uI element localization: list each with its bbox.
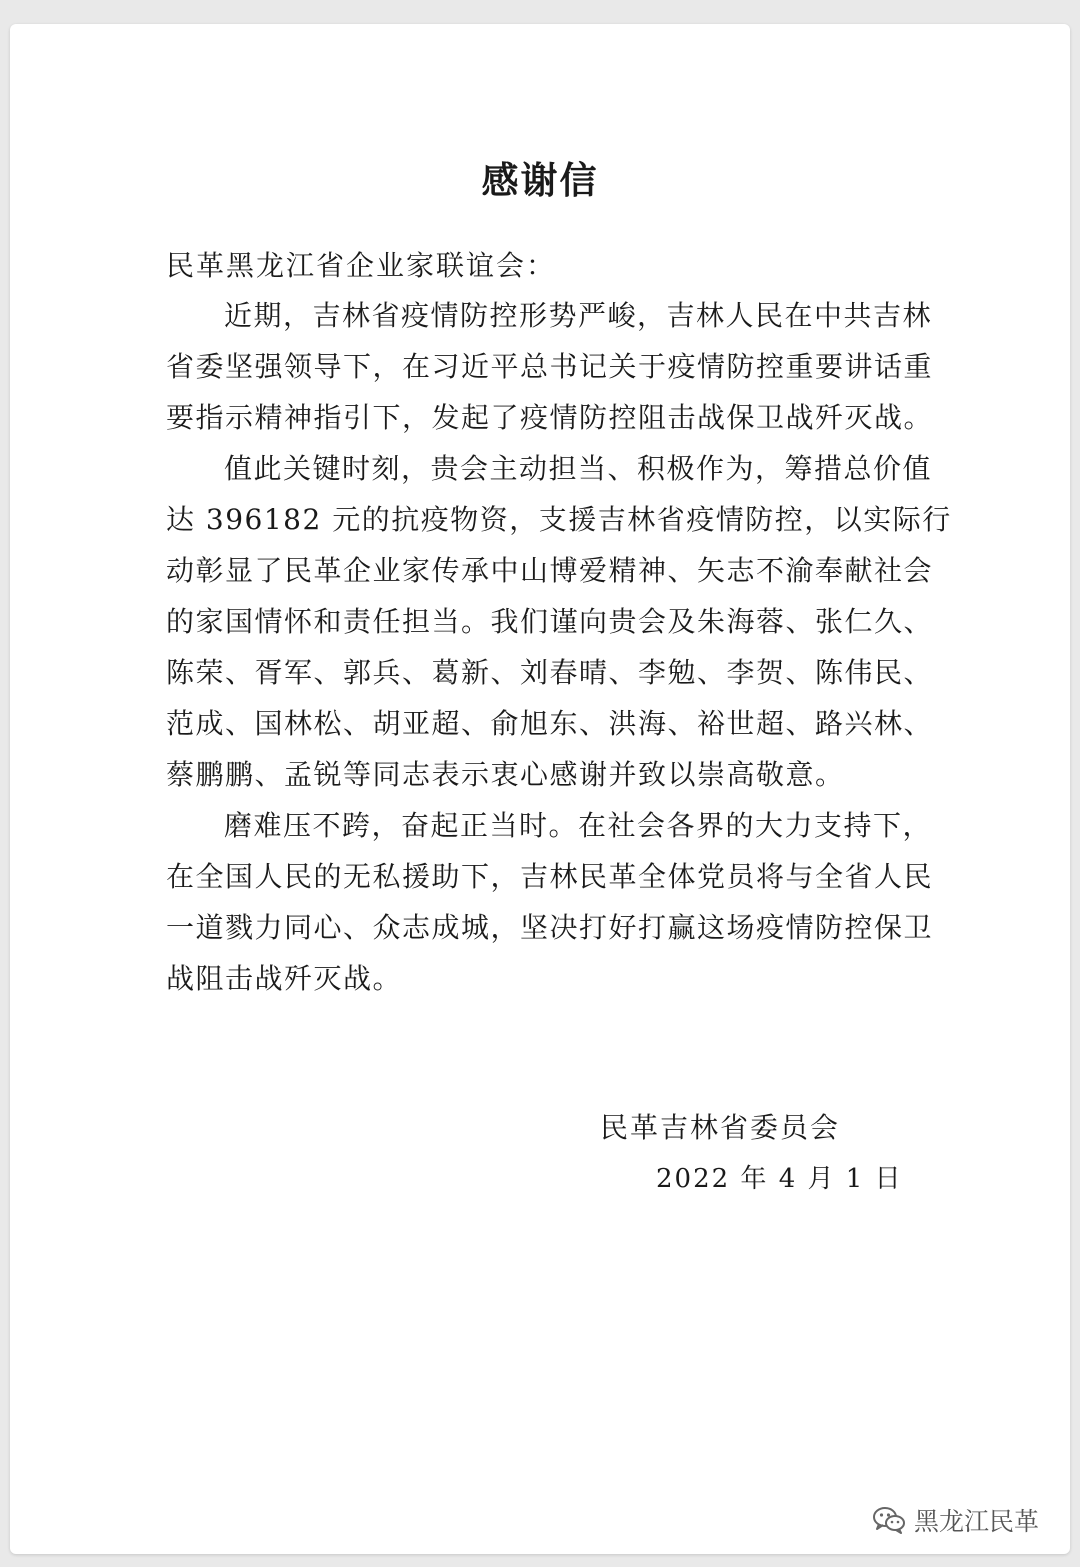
paragraph-3 xyxy=(166,800,934,1004)
paragraph-line: 蔡鹏鹏、孟锐等同志表示衷心感谢并致以崇高敬意。 xyxy=(166,758,845,791)
paragraph-line: 战阻击战歼灭战。 xyxy=(166,962,403,995)
paragraph-line: 一道戮力同心、众志成城，坚决打好打赢这场疫情防控保卫 xyxy=(166,911,934,944)
paragraph-line: 陈荣、胥军、郭兵、葛新、刘春晴、李勉、李贺、陈伟民、 xyxy=(166,656,934,689)
paragraph-line: 要指示精神指引下，发起了疫情防控阻击战保卫战歼灭战。 xyxy=(166,401,934,434)
signature-date: 2022 年 4 月 1 日 xyxy=(656,1164,903,1194)
paragraph-line: 磨难压不跨，奋起正当时。在社会各界的大力支持下， xyxy=(224,809,933,842)
paragraph-line: 达 396182 元的抗疫物资，支援吉林省疫情防控，以实际行 xyxy=(166,503,952,536)
paragraph-line: 范成、国林松、胡亚超、俞旭东、洪海、裕世超、路兴林、 xyxy=(166,707,934,740)
paragraph-line: 值此关键时刻，贵会主动担当、积极作为，筹措总价值 xyxy=(224,452,933,485)
watermark-text: 黑龙江民革 xyxy=(914,1507,1040,1536)
paragraph-line: 动彰显了民革企业家传承中山博爱精神、矢志不渝奉献社会 xyxy=(166,554,934,587)
wechat-icon xyxy=(872,1506,906,1534)
signature-organization: 民革吉林省委员会 xyxy=(600,1111,841,1144)
salutation: 民革黑龙江省企业家联谊会： xyxy=(166,249,557,282)
paragraph-line: 近期，吉林省疫情防控形势严峻，吉林人民在中共吉林 xyxy=(224,299,933,332)
paragraph-2 xyxy=(166,443,952,800)
paragraph-1 xyxy=(166,290,934,443)
letter-title: 感谢信 xyxy=(481,159,599,202)
paragraph-line: 省委坚强领导下，在习近平总书记关于疫情防控重要讲话重 xyxy=(166,350,934,383)
account-watermark xyxy=(872,1502,1039,1538)
paragraph-line: 的家国情怀和责任担当。我们谨向贵会及朱海蓉、张仁久、 xyxy=(166,605,934,638)
paragraph-line: 在全国人民的无私援助下，吉林民革全体党员将与全省人民 xyxy=(166,860,934,893)
